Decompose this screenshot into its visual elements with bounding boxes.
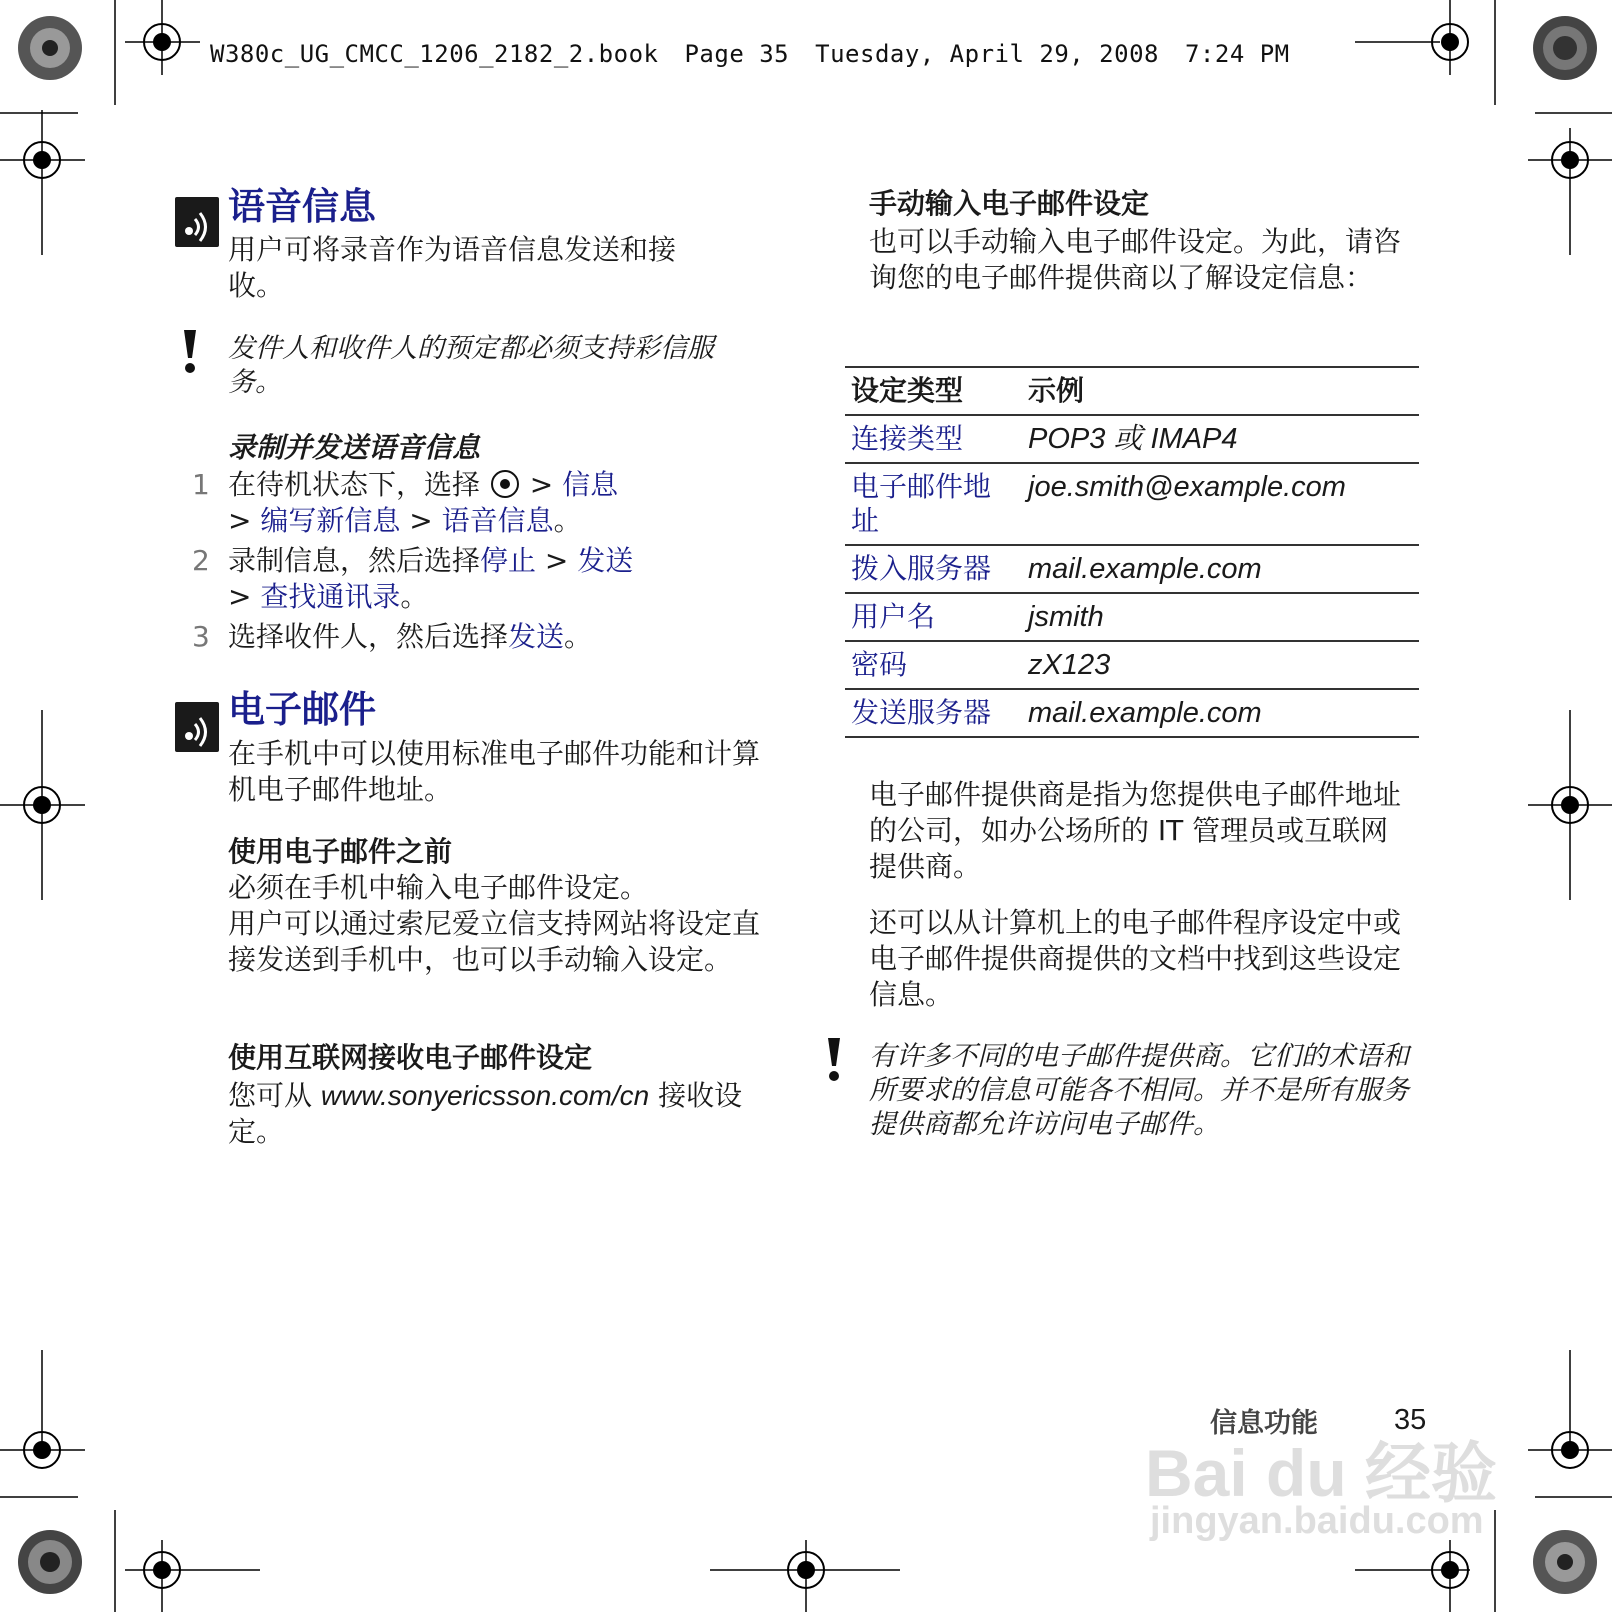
menu-write-new: 编写新信息 [260, 504, 401, 537]
menu-send: 发送 [577, 544, 634, 577]
step-2: 2 录制信息，然后选择停止 > 发送 > 查找通讯录。 [192, 544, 634, 613]
menu-send-final: 发送 [508, 620, 565, 653]
page-number: 35 [1394, 1404, 1427, 1436]
before-text-1: 必须在手机中输入电子邮件设定。 [228, 871, 649, 904]
step-1: 1 在待机状态下，选择 > 信息 > 编写新信息 > 语音信息。 [192, 468, 619, 537]
header-page: Page 35 [684, 40, 790, 68]
warning-icon [180, 328, 200, 376]
internet-settings-text: 您可从 www.sonyericsson.com/cn 接收设定。 [228, 1079, 743, 1148]
manual-title: 手动输入电子邮件设定 [869, 187, 1150, 220]
watermark-logo: Bai du 经验 [1145, 1436, 1498, 1510]
voice-desc: 用户可将录音作为语音信息发送和接收。 [228, 233, 677, 302]
step-3: 3 选择收件人，然后选择发送。 [192, 620, 593, 653]
table-row: 电子邮件地址 joe.smith@example.com [845, 463, 1419, 545]
settings-table [845, 366, 1419, 738]
before-text-2: 用户可以通过索尼爱立信支持网站将设定直接发送到手机中，也可以手动输入设定。 [228, 907, 761, 976]
voice-note: 发件人和收件人的预定都必须支持彩信服务。 [228, 333, 714, 398]
header-filename: W380c_UG_CMCC_1206_2182_2.book [210, 40, 659, 68]
footer-section: 信息功能 [1210, 1408, 1318, 1439]
table-row: 用户名 jsmith [845, 593, 1419, 641]
provider-note: 有许多不同的电子邮件提供商。它们的术语和所要求的信息可能各不相同。并不是所有服务提供商都允许访问电子邮件。 [869, 1041, 1409, 1140]
menu-messages: 信息 [562, 468, 619, 501]
table-row: 发送服务器 mail.example.com [845, 689, 1419, 737]
email-icon [175, 702, 219, 752]
menu-stop: 停止 [480, 544, 537, 577]
menu-search-contacts: 查找通讯录 [260, 580, 401, 613]
provider-para: 电子邮件提供商是指为您提供电子邮件地址的公司，如办公场所的 IT 管理员或互联网提供商。 [869, 778, 1402, 883]
manual-desc: 也可以手动输入电子邮件设定。为此，请咨询您的电子邮件提供商以了解设定信息： [869, 225, 1402, 294]
voice-title: 语音信息 [228, 185, 376, 228]
table-row: 密码 zX123 [845, 641, 1419, 689]
email-title: 电子邮件 [228, 688, 376, 731]
internet-settings-title: 使用互联网接收电子邮件设定 [228, 1041, 593, 1074]
watermark-url: jingyan.baidu.com [1150, 1500, 1484, 1542]
center-select-icon [489, 469, 521, 499]
voice-icon [175, 197, 219, 247]
header-date: Tuesday, April 29, 2008 [815, 40, 1159, 68]
before-title: 使用电子邮件之前 [228, 835, 453, 868]
table-row: 连接类型 POP3 或 IMAP4 [845, 415, 1419, 463]
table-row: 拨入服务器 mail.example.com [845, 545, 1419, 593]
col-header-type: 设定类型 [845, 367, 1022, 415]
settings-table-wrap [845, 366, 1419, 738]
header-time: 7:24 PM [1184, 40, 1290, 68]
col-header-example: 示例 [1022, 367, 1419, 415]
voice-proc-title: 录制并发送语音信息 [228, 431, 481, 464]
menu-voice-message: 语音信息 [441, 504, 554, 537]
find-settings-para: 还可以从计算机上的电子邮件程序设定中或电子邮件提供商提供的文档中找到这些设定信息。 [869, 906, 1402, 1011]
email-desc: 在手机中可以使用标准电子邮件功能和计算机电子邮件地址。 [228, 737, 761, 806]
warning-icon [824, 1036, 844, 1084]
table-header-row [845, 367, 1419, 415]
support-url[interactable]: www.sonyericsson.com/cn [320, 1080, 650, 1111]
